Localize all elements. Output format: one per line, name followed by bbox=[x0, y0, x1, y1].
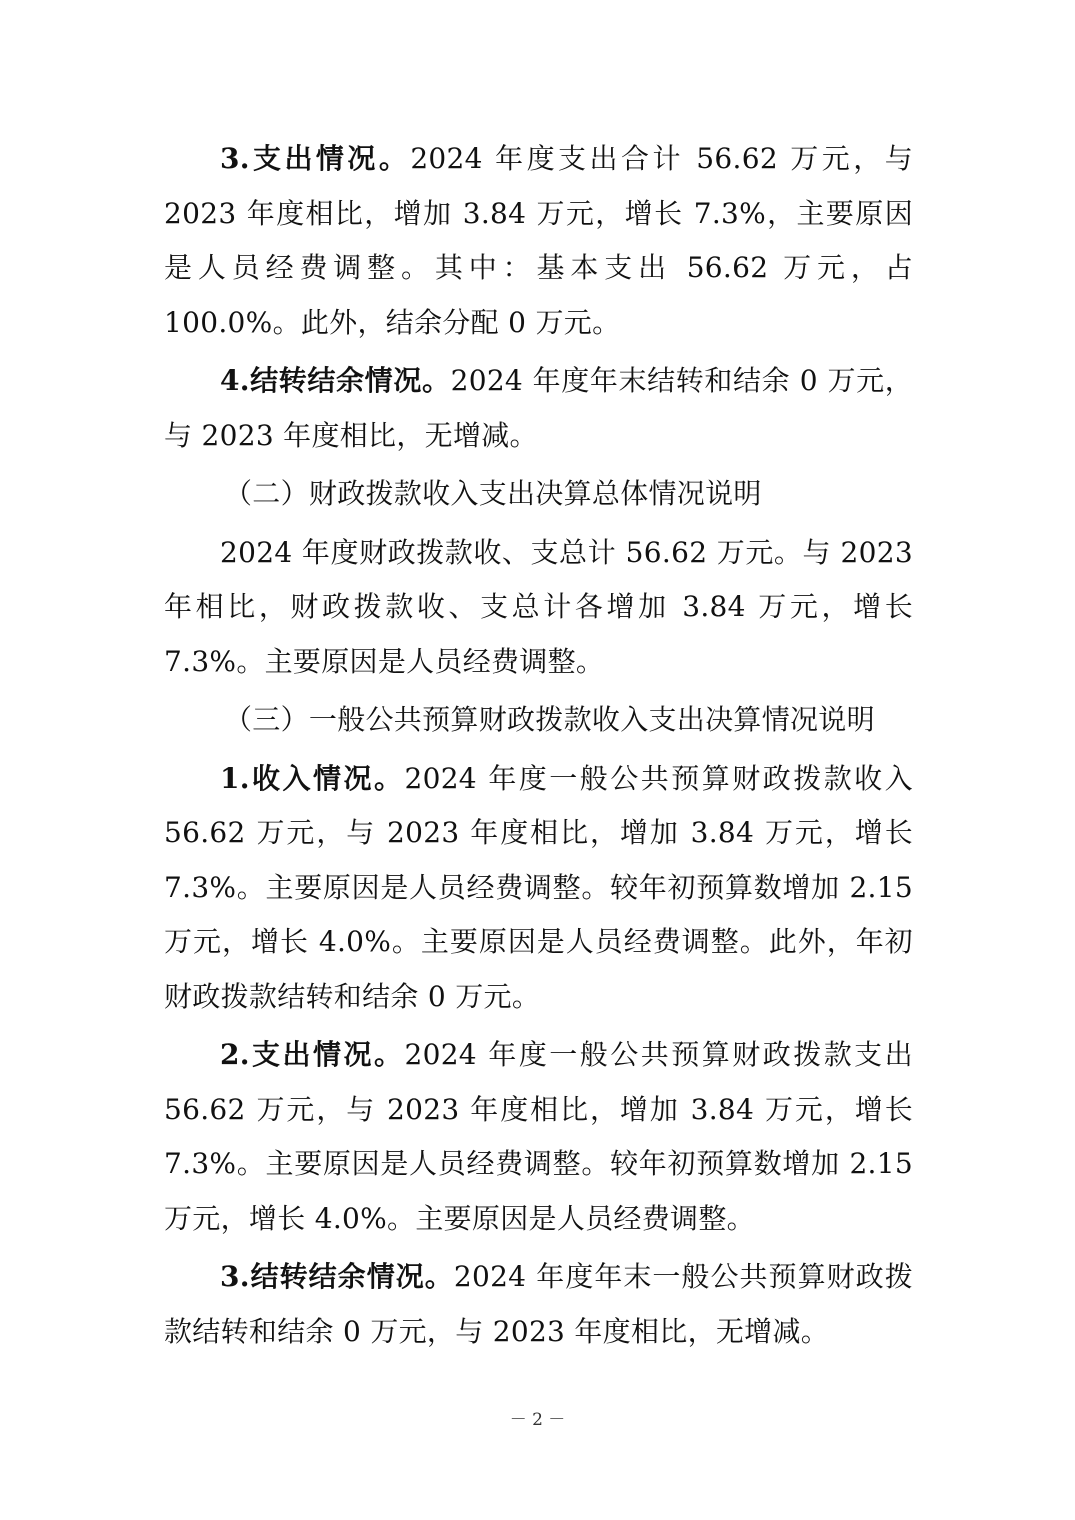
paragraph-text: 2024 年度一般公共预算财政拨款支出 56.62 万元，与 2023 年度相比，增加 3.84 万元，增长 7.3%。主要原因是人员经费调整。较年初预算数增加 2.15 万元，增长 4.0%。主要原因是人员经费调整。 bbox=[164, 1038, 913, 1235]
paragraph-text: 2024 年度年末结转和结余 0 万元，与 2023 年度相比，无增减。 bbox=[164, 364, 914, 452]
paragraph-general-carryover bbox=[164, 1250, 913, 1359]
paragraph-lead: 3.支出情况。 bbox=[220, 142, 411, 175]
page-number: － 2 － bbox=[509, 1410, 566, 1430]
paragraph-text: 2024 年度财政拨款收、支总计 56.62 万元。与 2023 年相比，财政拨款收、支总计各增加 3.84 万元，增长 7.3%。主要原因是人员经费调整。 bbox=[164, 535, 913, 678]
paragraph-lead: 1.收入情况。 bbox=[220, 761, 405, 795]
paragraph-carryover bbox=[164, 354, 913, 463]
paragraph-lead: 2.支出情况。 bbox=[220, 1038, 405, 1071]
paragraph-income bbox=[164, 752, 913, 1025]
paragraph-fiscal-total bbox=[164, 526, 913, 690]
paragraph-expenditure bbox=[164, 132, 913, 350]
document-body bbox=[164, 132, 913, 1359]
paragraph-spending bbox=[164, 1028, 913, 1246]
paragraph-text: 2024 年度一般公共预算财政拨款收入 56.62 万元，与 2023 年度相比，增加 3.84 万元，增长 7.3%。主要原因是人员经费调整。较年初预算数增加 2.15 万元，增长 4.0%。主要原因是人员经费调整。此外，年初财政拨款结转和结余 0 万元。 bbox=[164, 761, 913, 1013]
paragraph-lead: 3.结转结余情况。 bbox=[220, 1260, 454, 1293]
paragraph-lead: 4.结转结余情况。 bbox=[220, 364, 451, 397]
paragraph-text: 2024 年度年末一般公共预算财政拨款结转和结余 0 万元，与 2023 年度相比，无增减。 bbox=[164, 1260, 913, 1348]
section-heading-3: （三）一般公共预算财政拨款收入支出决算情况说明 bbox=[224, 703, 875, 736]
paragraph-text: 2024 年度支出合计 56.62 万元，与 2023 年度相比，增加 3.84 万元，增长 7.3%，主要原因是人员经费调整。其中：基本支出 56.62 万元，占 100.0%。此外，结余分配 0 万元。 bbox=[164, 142, 913, 339]
section-heading-2: （二）财政拨款收入支出决算总体情况说明 bbox=[224, 477, 762, 510]
